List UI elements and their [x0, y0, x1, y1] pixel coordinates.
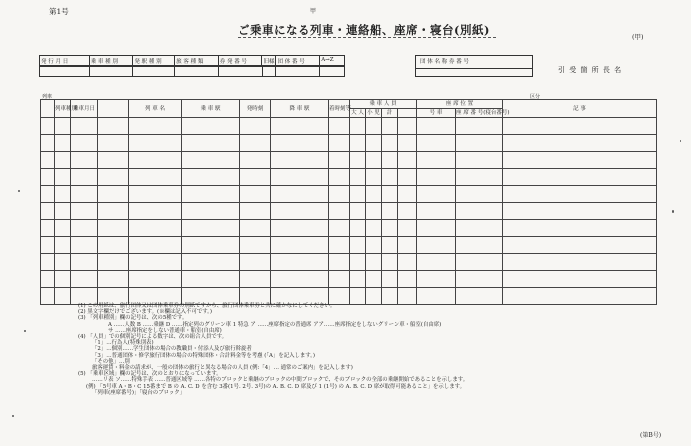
col-alight-station: 降 車 駅	[271, 100, 329, 118]
field-station-type: 発 駅 種 別	[133, 56, 175, 65]
note-9: 「3」…普通団体・修学旅行団体の場合の特殊団体・合計料金等を考慮 (「A」を記入します。)	[92, 352, 316, 359]
note-4: A ……人数 B ……乗継 D ……指定列のグリーン車 1 特急 ア ……座席指定の普通席 アア……座席指定をしないグリーン車・船室(自由席)	[108, 321, 442, 328]
table-row	[41, 135, 657, 152]
field-group-number: 団 体 番 号	[276, 56, 320, 65]
note-15: 「列車(座席番号)」「寝台のブロック」	[92, 389, 186, 396]
note-8: 「2」…個別……学生団体の場合の教職員・付添人及び旅行斡旋者	[92, 346, 252, 353]
col-depart-time: 発時刻	[240, 100, 271, 118]
sub-seat-number: 座 席 番 号(寝台番号)	[456, 110, 510, 116]
note-14: (例) 「5号車 A・B・C 15番まで B の A. C. D を含む 3番(1号. 2号. 3号)の A. B. C. D 席及び 1 (1号) の A. B. C. D 席が取得可能あること」を示します。	[86, 383, 465, 390]
top-fields-values	[39, 66, 345, 77]
col-train-type: 列車種別	[55, 100, 71, 118]
col-remarks: 記 事	[503, 100, 657, 118]
center-mark: 甲	[310, 8, 317, 15]
notes-section	[78, 303, 668, 396]
note-13: ……リ表 ソ……特殊手表 ……普通区域等 ……各特のブロックと乗継のブロックの中間ブロックで、そのブロックの全部の乗継開始であることを示します。	[92, 377, 469, 384]
title-underline	[238, 37, 496, 38]
note-5: サ ……座席指定をしない普通車・船室(自由席)	[108, 327, 222, 334]
table-row	[41, 254, 657, 271]
page-label: (第B号)	[640, 432, 662, 439]
sub-total: 計	[382, 109, 398, 118]
sub-car-number: 号 車	[417, 109, 456, 118]
scan-speck	[12, 415, 14, 417]
note-10: 「その他」…別	[92, 358, 130, 365]
table-row	[41, 203, 657, 220]
table-row	[41, 169, 657, 186]
table-row	[41, 271, 657, 288]
table-row	[41, 237, 657, 254]
col-arrival-time: 着時刻等	[329, 100, 350, 118]
note-12: (5) 「乗車区域」欄の記号は、次のとおりになっています。	[78, 371, 222, 378]
note-2: (2) 黒文字欄だけでございます。(※欄は記入不可です。)	[78, 309, 212, 316]
note-1: (1) この用紙は、旅行団体又は団体乗車券の別紙ですから、旅行団体乗車券と共に確かなにしてください。	[78, 303, 336, 309]
field-az: A→Z	[321, 57, 334, 63]
note-11: 旅客運賃・料金の請求が、一般の団体の旅行と異なる場合の人員 (例:「4」… 通常のご案内」を記入します)	[92, 365, 353, 372]
scan-speck	[24, 330, 26, 332]
field-ride-type: 乗 車 種 別	[90, 56, 134, 65]
form-number: 第1号	[49, 7, 69, 16]
col-ride-date: 乗車月日	[71, 100, 98, 118]
note-7: 「1」…行為人(特殊別表)	[92, 340, 154, 347]
col-board-station: 乗 車 駅	[182, 100, 240, 118]
sub-child: 小 児	[367, 110, 380, 116]
col-blank	[41, 100, 55, 118]
sub-blank	[398, 109, 417, 118]
col-spacer	[98, 100, 129, 118]
group-name-box	[415, 55, 533, 77]
table-row	[41, 186, 657, 203]
table-row	[41, 288, 657, 305]
col-train-name: 列 車 名	[129, 100, 182, 118]
grid-top-label-1: 列車	[42, 94, 53, 100]
col-seat-position: 座 席 位 置	[417, 100, 503, 109]
col-passenger-count: 乗 車 人 員	[350, 100, 417, 109]
table-row	[41, 118, 657, 135]
form-kind-label: (甲)	[632, 33, 644, 41]
sub-adult: 大 人	[351, 110, 364, 116]
note-6: (4) 「人員」での個別記号による数字は、次の組合人員です。	[78, 334, 228, 341]
top-fields-box	[39, 55, 345, 66]
scan-speck	[680, 140, 681, 142]
receiver-label: 引 受 箇 所 長 名	[558, 66, 623, 74]
scan-speck	[672, 210, 674, 213]
main-grid	[40, 99, 657, 305]
grid-top-label-2: 区分	[530, 94, 541, 100]
table-row	[41, 220, 657, 237]
scan-speck	[18, 190, 20, 192]
field-old-style: 旧様	[262, 56, 276, 65]
note-3: (3) 「列車種別」欄の記号は、次の5種です。	[78, 315, 188, 322]
field-passenger-type: 旅 客 種 類	[175, 56, 219, 65]
page-title: ご乗車になる列車・連絡船、座席・寝台(別紙)	[238, 23, 490, 37]
table-row	[41, 152, 657, 169]
field-ticket-number: 券 発 番 号	[219, 56, 263, 65]
group-name-label: 団 体 名 称 券 番 号	[416, 56, 532, 69]
field-issue-date: 発 行 月 日	[40, 56, 90, 65]
